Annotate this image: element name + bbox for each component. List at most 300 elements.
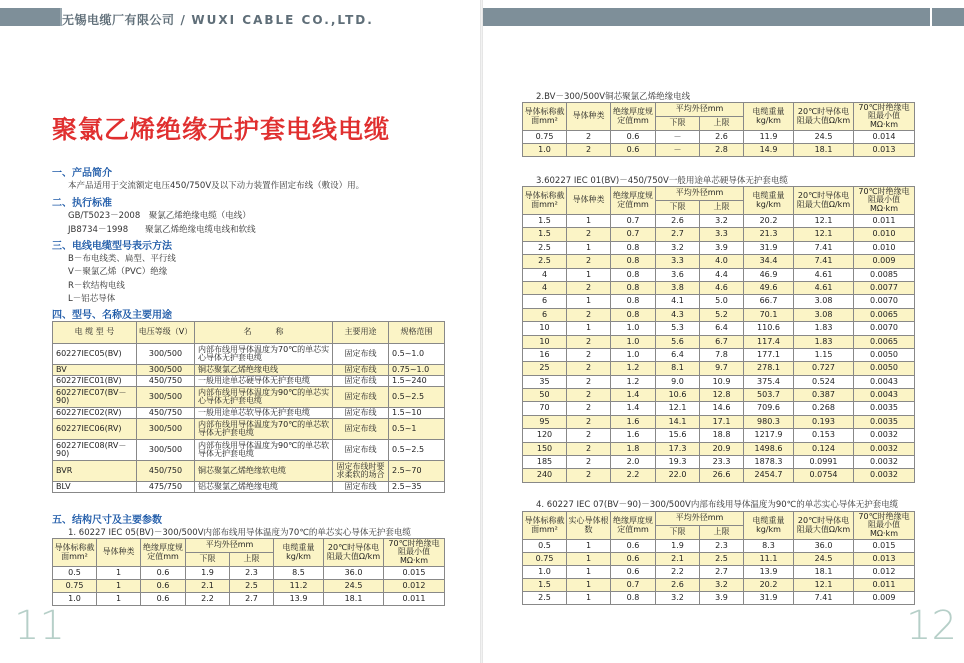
param-header-cell: 上限 (700, 117, 744, 131)
table-row (523, 241, 915, 254)
table-row (523, 268, 915, 281)
table-row (53, 567, 445, 580)
table-cell: 2 (567, 348, 611, 361)
table-cell: 0.010 (854, 241, 915, 254)
table-cell: 0.6 (141, 580, 186, 593)
table-cell: 1878.3 (744, 456, 794, 469)
table-cell: 0.0050 (854, 362, 915, 375)
model-table-cell: 0.5~2.5 (389, 440, 445, 461)
table4-parameters (522, 511, 915, 605)
model-table-cell: 450/750 (137, 376, 195, 387)
param-header-cell: 20℃时导体电阻最大值Ω/km (794, 512, 854, 540)
table-cell: 1.4 (611, 402, 656, 415)
model-table (52, 321, 445, 493)
table-cell: 0.268 (794, 402, 854, 415)
table-cell: 0.009 (854, 592, 915, 605)
table-cell: 2.7 (656, 228, 700, 241)
table-cell: 1.0 (611, 322, 656, 335)
table-cell: 0.013 (854, 144, 915, 157)
table-row (523, 592, 915, 605)
param-header-cell: 上限 (700, 201, 744, 215)
table3-caption: 3.60227 IEC 01(BV)－450/750V一般用途单芯硬导体无护套电缆 (536, 176, 788, 186)
table-cell: 12.8 (700, 389, 744, 402)
table-cell: 1.8 (611, 442, 656, 455)
table-cell: 0.013 (854, 553, 915, 566)
table-cell: 5.0 (700, 295, 744, 308)
table-cell: 0.5 (53, 567, 97, 580)
model-table-row (53, 408, 445, 419)
table-cell: 36.0 (794, 540, 854, 553)
table-cell: 1 (97, 593, 141, 606)
table-cell: 0.0032 (854, 469, 915, 482)
table-cell: 1.0 (53, 593, 97, 606)
table-cell: 3.08 (794, 295, 854, 308)
model-table-cell: BV (53, 365, 137, 376)
model-table-row (53, 376, 445, 387)
table-cell: 3.3 (656, 255, 700, 268)
model-table-cell: 固定布线 (333, 387, 389, 408)
table-cell: 2.8 (700, 144, 744, 157)
table-cell: 980.3 (744, 415, 794, 428)
table-cell: 0.7 (611, 215, 656, 228)
header-bar-right (482, 8, 930, 26)
model-table-row (53, 387, 445, 408)
table-cell: 3.8 (656, 281, 700, 294)
table-cell: 12.1 (794, 228, 854, 241)
table-cell: 35 (523, 375, 567, 388)
table-cell: 95 (523, 415, 567, 428)
table-cell: 4.0 (700, 255, 744, 268)
param-header-cell: 绝缘厚度规定值mm (611, 512, 656, 540)
table-cell: 0.6 (611, 566, 656, 579)
table-cell: 12.1 (794, 215, 854, 228)
param-header-cell: 70℃时绝缘电阻最小值MΩ·km (384, 539, 445, 567)
table-cell: 14.6 (700, 402, 744, 415)
model-table-cell: 300/500 (137, 387, 195, 408)
table-cell: 2.7 (230, 593, 274, 606)
table-cell: 2.6 (700, 131, 744, 144)
table-row (523, 456, 915, 469)
table-row (523, 469, 915, 482)
param-header-cell: 绝缘厚度规定值mm (611, 187, 656, 215)
table-cell: 0.010 (854, 228, 915, 241)
notation-item: R－软结构电线 (68, 281, 125, 291)
table-cell: 2.2 (611, 469, 656, 482)
param-header-cell: 电缆重量kg/km (744, 103, 794, 131)
table-cell: 1.83 (794, 322, 854, 335)
model-table-row (53, 419, 445, 440)
table-cell: 0.6 (141, 567, 186, 580)
table-cell: 2 (567, 429, 611, 442)
param-header-cell: 20℃时导体电阻最大值Ω/km (794, 103, 854, 131)
table-cell: 2 (567, 131, 611, 144)
param-header-cell: 导体标称截面mm² (523, 187, 567, 215)
table-cell: 1.9 (656, 540, 700, 553)
table-cell: 4.61 (794, 281, 854, 294)
table-cell: 177.1 (744, 348, 794, 361)
page-spine (480, 0, 483, 663)
table-row (523, 389, 915, 402)
table-cell: 6.7 (700, 335, 744, 348)
table-cell: 0.0050 (854, 348, 915, 361)
table-row (53, 593, 445, 606)
table-cell: 0.012 (854, 566, 915, 579)
param-header-cell: 实心导体根数 (567, 512, 611, 540)
section-heading-models: 四、型号、名称及主要用途 (52, 310, 172, 321)
model-table-cell: BVR (53, 461, 137, 482)
table-cell: 2.2 (186, 593, 230, 606)
table-cell: 4.4 (700, 268, 744, 281)
table-cell: 3.2 (656, 241, 700, 254)
table1-parameters (52, 538, 445, 606)
table-cell: 0.193 (794, 415, 854, 428)
table-cell: 2 (567, 456, 611, 469)
table-cell: 0.0035 (854, 402, 915, 415)
table-cell: 1 (567, 215, 611, 228)
table-cell: 709.6 (744, 402, 794, 415)
model-table-row (53, 344, 445, 365)
model-table-row (53, 482, 445, 493)
table-cell: 4 (523, 268, 567, 281)
table-cell: 2.6 (656, 215, 700, 228)
notation-item: B－布电线类、扁型、平行线 (68, 254, 176, 264)
model-table-cell: 1.5~10 (389, 408, 445, 419)
table-cell: 0.0043 (854, 389, 915, 402)
model-table-cell: 固定布线 (333, 365, 389, 376)
section-heading-intro: 一、产品简介 (52, 168, 112, 179)
table-row (523, 308, 915, 321)
param-header-cell: 平均外径mm (656, 512, 744, 526)
model-table-cell: 内部布线用导体温度为70℃的单芯软导体无护套电缆 (195, 419, 333, 440)
table2-parameters (522, 102, 915, 157)
table-cell: 24.5 (794, 131, 854, 144)
header-bar-left (0, 8, 60, 26)
param-header-cell: 导体标称截面mm² (523, 103, 567, 131)
model-table-cell: 450/750 (137, 408, 195, 419)
table-cell: 34.4 (744, 255, 794, 268)
table-cell: 4 (523, 281, 567, 294)
page-number-left: 11 (14, 603, 65, 649)
table-cell: 1 (567, 540, 611, 553)
table-cell: 0.0032 (854, 442, 915, 455)
table-cell: 4.3 (656, 308, 700, 321)
table-cell: 20.2 (744, 215, 794, 228)
table-cell: 15.6 (656, 429, 700, 442)
table-cell: 2.3 (230, 567, 274, 580)
page-number-right: 12 (906, 603, 957, 649)
model-table-cell: 内部布线用导体温度为90℃的单芯软导体无护套电缆 (195, 440, 333, 461)
table-row (523, 348, 915, 361)
table-cell: 1.2 (611, 375, 656, 388)
table4-caption: 4. 60227 IEC 07(BV－90)－300/500V内部布线用导体温度为90℃的单芯实心导体无护套电缆 (536, 500, 899, 510)
table-cell: 8.1 (656, 362, 700, 375)
table-cell: 2 (567, 228, 611, 241)
table-cell: 0.8 (611, 308, 656, 321)
table-cell: 2.5 (523, 592, 567, 605)
table-cell: 3.9 (700, 592, 744, 605)
model-table-row (53, 440, 445, 461)
model-table-cell: 0.5~1 (389, 419, 445, 440)
table-cell: 31.9 (744, 592, 794, 605)
table-cell: 22.0 (656, 469, 700, 482)
table-row (523, 566, 915, 579)
model-table-cell: 固定布线 (333, 408, 389, 419)
model-table-cell: 300/500 (137, 419, 195, 440)
table-cell: 0.0070 (854, 295, 915, 308)
param-header-cell: 导体种类 (567, 103, 611, 131)
model-table-cell: 300/500 (137, 365, 195, 376)
table-cell: 31.9 (744, 241, 794, 254)
table-row (523, 281, 915, 294)
table-row (523, 540, 915, 553)
table-row (523, 322, 915, 335)
table-cell: 11.9 (744, 131, 794, 144)
table-cell: 0.124 (794, 442, 854, 455)
table-cell: 11.1 (744, 553, 794, 566)
table-cell: 2 (567, 362, 611, 375)
model-table-cell: 铜芯聚氯乙烯绝缘软电缆 (195, 461, 333, 482)
table-row (523, 144, 915, 157)
table-cell: 2.0 (611, 456, 656, 469)
model-table-row (53, 461, 445, 482)
table-cell: 1.5 (523, 215, 567, 228)
table-cell: 2.5 (230, 580, 274, 593)
table-cell: 0.011 (854, 579, 915, 592)
param-header-cell: 导体标称截面mm² (53, 539, 97, 567)
table-cell: 10.9 (700, 375, 744, 388)
param-header-cell: 上限 (700, 526, 744, 540)
model-table-cell: 60227IEC01(BV) (53, 376, 137, 387)
model-table-cell: 0.5~2.5 (389, 387, 445, 408)
table-cell: 1.15 (794, 348, 854, 361)
model-header-cell: 主要用途 (333, 322, 389, 344)
table-cell: 0.5 (523, 540, 567, 553)
param-header-cell: 导体种类 (97, 539, 141, 567)
table-cell: 0.0032 (854, 456, 915, 469)
table-cell: 4.61 (794, 268, 854, 281)
table-cell: 2 (567, 375, 611, 388)
model-table-cell: 475/750 (137, 482, 195, 493)
table-cell: 2 (567, 415, 611, 428)
table-row (523, 402, 915, 415)
table-cell: 2.5 (523, 255, 567, 268)
page-title: 聚氯乙烯绝缘无护套电线电缆 (52, 115, 391, 144)
standard-item: JB8734－1998 聚氯乙烯绝缘电缆电线和软线 (68, 225, 256, 235)
table-cell: 503.7 (744, 389, 794, 402)
table-cell: 1498.6 (744, 442, 794, 455)
table-cell: 10 (523, 322, 567, 335)
table-cell: 1.5 (523, 579, 567, 592)
param-header-cell: 电缆重量kg/km (274, 539, 324, 567)
table-cell: 12.1 (794, 579, 854, 592)
table-cell: 70 (523, 402, 567, 415)
model-header-cell: 名 称 (195, 322, 333, 344)
table-cell: 5.3 (656, 322, 700, 335)
table-cell: 0.014 (854, 131, 915, 144)
table-cell: 1 (567, 241, 611, 254)
table-row (523, 255, 915, 268)
table-row (523, 215, 915, 228)
table-cell: 110.6 (744, 322, 794, 335)
table-cell: 1 (567, 295, 611, 308)
table3-parameters (522, 186, 915, 483)
table-cell: 25 (523, 362, 567, 375)
company-name-en: WUXI CABLE CO.,LTD. (191, 13, 374, 27)
table-cell: 0.75 (53, 580, 97, 593)
table-cell: 20.9 (700, 442, 744, 455)
table-cell: 17.3 (656, 442, 700, 455)
table-cell: 0.75 (523, 553, 567, 566)
table-cell: 1 (567, 268, 611, 281)
table-cell: 10 (523, 335, 567, 348)
model-table-cell: 300/500 (137, 440, 195, 461)
table-cell: 0.0070 (854, 322, 915, 335)
table-cell: 4.1 (656, 295, 700, 308)
table-cell: 50 (523, 389, 567, 402)
table-cell: 18.1 (324, 593, 384, 606)
table-cell: 8.5 (274, 567, 324, 580)
table-cell: 0.7 (611, 579, 656, 592)
table-cell: 2 (567, 335, 611, 348)
model-table-cell: 0.75~1.0 (389, 365, 445, 376)
table-cell: － (656, 131, 700, 144)
param-header-cell: 绝缘厚度规定值mm (611, 103, 656, 131)
model-table-cell: 0.5~1.0 (389, 344, 445, 365)
table-cell: 6.4 (656, 348, 700, 361)
model-table-cell: BLV (53, 482, 137, 493)
table-cell: 14.9 (744, 144, 794, 157)
table-cell: 24.5 (794, 553, 854, 566)
table-cell: 120 (523, 429, 567, 442)
table-cell: 0.6 (611, 131, 656, 144)
table-cell: 0.8 (611, 295, 656, 308)
table-cell: 2.6 (656, 579, 700, 592)
table-cell: 3.08 (794, 308, 854, 321)
table-cell: 1 (567, 322, 611, 335)
model-table-cell: 内部布线用导体温度为70℃的单芯实心导体无护套电缆 (195, 344, 333, 365)
model-table-cell: 固定布线 (333, 419, 389, 440)
table-cell: 1.5 (523, 228, 567, 241)
model-header-cell: 规格范围 (389, 322, 445, 344)
table-cell: 117.4 (744, 335, 794, 348)
model-table-cell: 内部布线用导体温度为90℃的单芯实心导体无护套电缆 (195, 387, 333, 408)
model-table-cell: 固定布线时要求柔软的场合 (333, 461, 389, 482)
company-name-cn: 无锡电缆厂有限公司 (62, 13, 175, 27)
param-header-cell: 下限 (656, 201, 700, 215)
table-cell: 0.015 (854, 540, 915, 553)
param-header-cell: 70℃时绝缘电阻最小值MΩ·km (854, 512, 915, 540)
model-table-cell: 60227IEC06(RV) (53, 419, 137, 440)
model-table-cell: 450/750 (137, 461, 195, 482)
model-table-cell: 2.5~70 (389, 461, 445, 482)
table-cell: 1 (97, 580, 141, 593)
table-cell: 2454.7 (744, 469, 794, 482)
table-cell: 11.2 (274, 580, 324, 593)
model-table-cell: 固定布线 (333, 482, 389, 493)
table-cell: 5.2 (700, 308, 744, 321)
table-row (523, 442, 915, 455)
table-cell: 23.3 (700, 456, 744, 469)
model-table-cell: 2.5~35 (389, 482, 445, 493)
table-cell: 0.387 (794, 389, 854, 402)
table-cell: 13.9 (274, 593, 324, 606)
company-name-separator: / (180, 13, 186, 27)
table-cell: 278.1 (744, 362, 794, 375)
model-table-cell: 固定布线 (333, 440, 389, 461)
table-cell: 5.6 (656, 335, 700, 348)
table-row (523, 295, 915, 308)
table-cell: 1 (97, 567, 141, 580)
model-table-cell: 固定布线 (333, 344, 389, 365)
table-row (523, 335, 915, 348)
table-row (523, 579, 915, 592)
table-cell: 1.0 (611, 348, 656, 361)
table-cell: 1.0 (523, 566, 567, 579)
table-cell: 1.0 (523, 144, 567, 157)
table-cell: 3.3 (700, 228, 744, 241)
table-cell: 1.2 (611, 362, 656, 375)
table-cell: 2.7 (700, 566, 744, 579)
table-cell: 2 (567, 281, 611, 294)
table-cell: 0.009 (854, 255, 915, 268)
table-cell: 2 (567, 255, 611, 268)
table-cell: 17.1 (700, 415, 744, 428)
table-cell: 0.0035 (854, 415, 915, 428)
model-table-cell: 300/500 (137, 344, 195, 365)
table-cell: 2 (567, 144, 611, 157)
section-heading-parameters: 五、结构尺寸及主要参数 (52, 515, 162, 526)
table-cell: 1.0 (611, 335, 656, 348)
table-cell: 3.6 (656, 268, 700, 281)
model-table-cell: 铝芯聚氯乙烯绝缘电缆 (195, 482, 333, 493)
model-table-cell: 60227IEC05(BV) (53, 344, 137, 365)
table-cell: 0.8 (611, 281, 656, 294)
table-cell: 70.1 (744, 308, 794, 321)
table-cell: 2.2 (656, 566, 700, 579)
table-cell: 1 (567, 592, 611, 605)
table-cell: 0.524 (794, 375, 854, 388)
table-cell: 1 (567, 566, 611, 579)
model-table-cell: 60227IEC07(BV－90) (53, 387, 137, 408)
table-cell: 0.75 (523, 131, 567, 144)
standard-item: GB/T5023－2008 聚氯乙烯绝缘电缆（电线） (68, 211, 251, 221)
table-cell: 0.727 (794, 362, 854, 375)
table-cell: 1 (567, 553, 611, 566)
param-header-cell: 20℃时导体电阻最大值Ω/km (324, 539, 384, 567)
table-cell: 2 (567, 469, 611, 482)
table-cell: 0.0077 (854, 281, 915, 294)
table2-caption: 2.BV－300/500V铜芯聚氯乙烯绝缘电线 (536, 92, 691, 102)
table-cell: 0.011 (854, 215, 915, 228)
table-row (523, 362, 915, 375)
table-cell: 3.2 (700, 215, 744, 228)
table-cell: 0.7 (611, 228, 656, 241)
param-header-cell: 电缆重量kg/km (744, 512, 794, 540)
table-cell: 0.0043 (854, 375, 915, 388)
table-cell: 2.1 (656, 553, 700, 566)
table-cell: 0.6 (611, 144, 656, 157)
table-cell: 0.015 (384, 567, 445, 580)
table-cell: 185 (523, 456, 567, 469)
model-table-row (53, 365, 445, 376)
param-header-cell: 下限 (656, 526, 700, 540)
table-cell: 20.2 (744, 579, 794, 592)
table-cell: 3.2 (700, 579, 744, 592)
table-cell: 240 (523, 469, 567, 482)
table-cell: 2 (567, 389, 611, 402)
model-table-cell: 一般用途单芯软导体无护套电缆 (195, 408, 333, 419)
table-cell: 0.012 (384, 580, 445, 593)
